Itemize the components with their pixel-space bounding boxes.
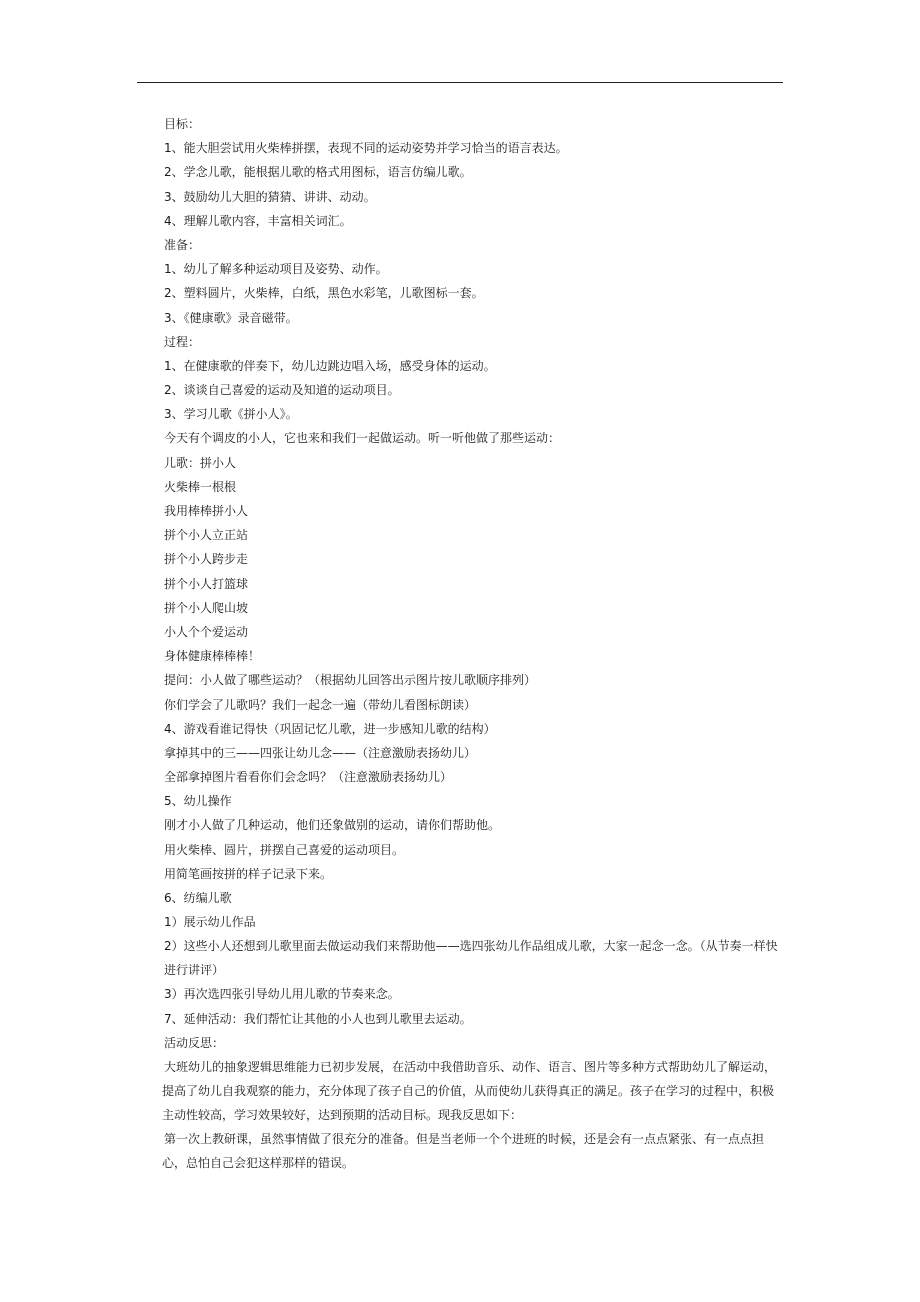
text-line-5: 准备：: [164, 237, 201, 252]
text-line-3: 3、鼓励幼儿大胆的猜猜、讲讲、动动。: [164, 189, 376, 204]
text-line-2: 2、学念儿歌，能根据儿歌的格式用图标，语言仿编儿歌。: [164, 165, 472, 180]
text-line-b-2: 活动反思：: [164, 1035, 225, 1050]
text-line-20: 拼个小人爬山坡: [164, 600, 249, 615]
text-line-23: 提问：小人做了哪些运动？（根据幼儿回答出示图片按儿歌顺序排列）: [164, 673, 537, 688]
text-line-11: 2、谈谈自己喜爱的运动及知道的运动项目。: [164, 383, 400, 398]
text-line-7: 2、塑料圆片，火柴棒，白纸，黑色水彩笔，儿歌图标一套。: [164, 286, 484, 301]
text-line-10: 1、在健康歌的伴奏下，幼儿边跳边唱入场，感受身体的运动。: [164, 358, 496, 373]
text-line-18: 拼个小人跨步走: [164, 552, 249, 567]
text-line-30: 用火柴棒、圆片，拼摆自己喜爱的运动项目。: [164, 842, 405, 857]
text-line-1: 1、能大胆尝试用火柴棒拼摆，表现不同的运动姿势并学习恰当的语言表达。: [164, 141, 568, 156]
document-body: [164, 112, 784, 1175]
text-line-0: 目标：: [164, 117, 201, 131]
text-line-8: 3、《健康歌》录音磁带。: [164, 310, 298, 325]
text-line-12: 3、学习儿歌《拼小人》。: [164, 407, 298, 422]
paragraph-step-6-2: 2）这些小人还想到儿歌里面去做运动我们来帮助他——选四张幼儿作品组成儿歌，大家一起念一念。（从节奏一样快进行讲评）: [164, 939, 778, 978]
text-line-17: 拼个小人立正站: [164, 528, 249, 543]
text-line-22: 身体健康棒棒棒！: [164, 649, 261, 664]
text-line-14: 儿歌：拼小人: [164, 455, 237, 470]
text-line-b-1: 7、延伸活动：我们帮忙让其他的小人也到儿歌里去运动。: [164, 1011, 472, 1026]
text-line-32: 6、纺编儿歌: [164, 891, 232, 905]
text-line-31: 用简笔画按拼的样子记录下来。: [164, 866, 333, 881]
text-line-27: 全部拿掉图片看看你们会念吗？（注意激励表扬幼儿）: [164, 770, 453, 785]
text-line-9: 过程：: [164, 334, 201, 349]
text-line-24: 你们学会了儿歌吗？我们一起念一遍（带幼儿看图标朗读）: [164, 697, 477, 712]
lesson-plan-lines: [164, 112, 784, 934]
reflection-paragraph-1: 大班幼儿的抽象逻辑思维能力已初步发展，在活动中我借助音乐、动作、语言、图片等多种方式帮助幼儿了解运动，提高了幼儿自我观察的能力，充分体现了孩子自己的价值，从而使幼儿获得真正的满足。孩子在学习的过程中，积极主动性较高，学习效果较好，达到预期的活动目标。现我反思如下：: [162, 1059, 777, 1122]
header-rule: [137, 82, 783, 83]
text-line-13: 今天有个调皮的小人，它也来和我们一起做运动。听一听他做了那些运动：: [164, 431, 561, 446]
text-line-19: 拼个小人打篮球: [164, 576, 249, 591]
text-line-33: 1）展示幼儿作品: [164, 915, 256, 930]
text-line-4: 4、理解儿歌内容，丰富相关词汇。: [164, 213, 352, 228]
text-line-21: 小人个个爱运动: [164, 624, 249, 639]
text-line-15: 火柴棒一根根: [164, 479, 237, 494]
text-line-b-0: 3）再次选四张引导幼儿用儿歌的节奏来念。: [164, 987, 400, 1002]
text-line-28: 5、幼儿操作: [164, 794, 232, 809]
text-line-26: 拿掉其中的三——四张让幼儿念——（注意激励表扬幼儿）: [164, 745, 477, 760]
reflection-paragraph-2: 第一次上教研课，虽然事情做了很充分的准备。但是当老师一个个进班的时候，还是会有一点点紧张、有一点点担心，总怕自己会犯这样那样的错误。: [162, 1131, 765, 1170]
text-line-29: 刚才小人做了几种运动，他们还象做别的运动，请你们帮助他。: [164, 818, 501, 833]
lesson-plan-lines-b: [164, 982, 784, 1055]
text-line-6: 1、幼儿了解多种运动项目及姿势、动作。: [164, 262, 388, 277]
text-line-16: 我用棒棒拼小人: [164, 504, 249, 518]
text-line-25: 4、游戏看谁记得快（巩固记忆儿歌，进一步感知儿歌的结构）: [164, 721, 496, 736]
